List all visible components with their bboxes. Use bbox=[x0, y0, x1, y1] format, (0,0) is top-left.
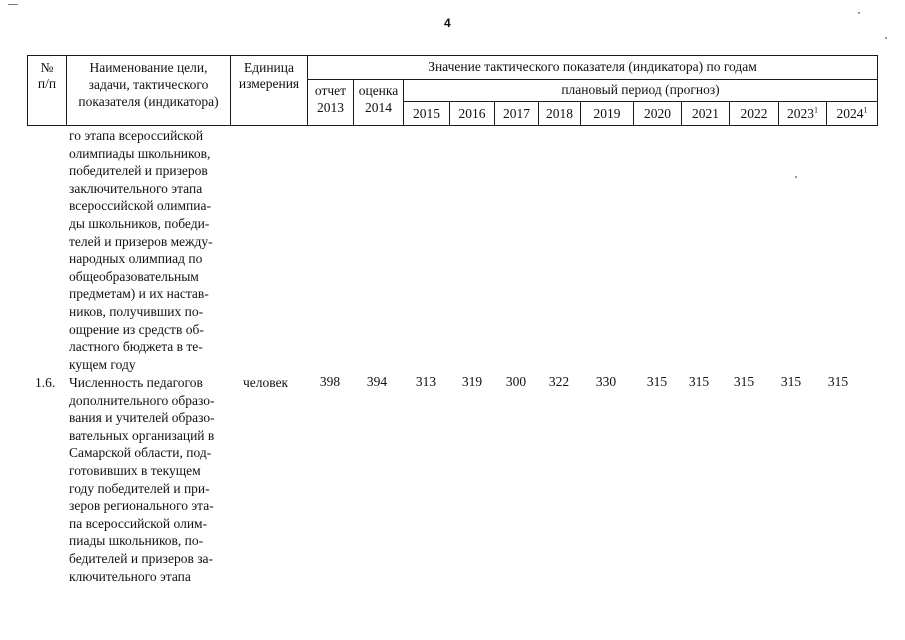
text-line: ников, получивших по- bbox=[69, 303, 204, 319]
header-report-year: 2013 bbox=[317, 100, 344, 115]
text-line: кущем году bbox=[69, 356, 136, 372]
row-unit: человек bbox=[243, 375, 289, 390]
text-line: ды школьников, победи- bbox=[69, 215, 210, 231]
text-line: дополнительного образо- bbox=[69, 392, 215, 408]
text-line: ощрение из средств об- bbox=[69, 321, 204, 337]
header-unit-line2: измерения bbox=[238, 76, 300, 91]
text-line: ластного бюджета в те- bbox=[69, 339, 203, 355]
value-2021: 315 bbox=[688, 374, 710, 389]
value-2023: 315 bbox=[780, 374, 802, 389]
text-line: всероссийской олимпиа- bbox=[69, 198, 211, 214]
value-2018: 322 bbox=[548, 374, 570, 389]
continued-row-text bbox=[69, 127, 213, 373]
text-line: зеров регионального эта- bbox=[69, 498, 214, 514]
value-2020: 315 bbox=[646, 374, 668, 389]
header-year-2017: 2017 bbox=[503, 106, 530, 121]
row-number: 1.6. bbox=[35, 375, 56, 390]
footnote-mark: 1 bbox=[863, 105, 868, 115]
header-planned-period: плановый период (прогноз) bbox=[561, 82, 720, 97]
header-number-abbr: п/п bbox=[37, 76, 57, 91]
header-estimate-label: оценка bbox=[358, 83, 399, 98]
text-line: году победителей и при- bbox=[69, 480, 210, 496]
header-year-2016: 2016 bbox=[458, 106, 486, 121]
text-line: народных олимпиад по bbox=[69, 251, 203, 267]
value-2013: 398 bbox=[319, 374, 341, 389]
header-unit-line1: Единица bbox=[243, 60, 294, 75]
text-line: го этапа всероссийской bbox=[69, 128, 204, 143]
text-line: заключительного этапа bbox=[69, 180, 203, 196]
header-name-line2: задачи, тактического bbox=[88, 77, 209, 92]
text-line: телей и призеров между- bbox=[69, 233, 213, 249]
header-year-2020: 2020 bbox=[644, 106, 671, 121]
scan-speck bbox=[795, 176, 797, 178]
text-line: Самарской области, под- bbox=[69, 445, 212, 461]
header-year-2024: 2024$^1$ bbox=[836, 105, 868, 121]
header-year-2018: 2018 bbox=[546, 106, 573, 121]
value-2016: 319 bbox=[461, 374, 483, 389]
header-year-2023: 2023$^1$ bbox=[787, 105, 818, 121]
text-line: готовивших в текущем bbox=[69, 462, 201, 478]
text-line: па всероссийской олим- bbox=[69, 515, 208, 531]
scan-speck bbox=[858, 12, 860, 14]
header-year-2021: 2021 bbox=[692, 106, 719, 121]
value-2014: 394 bbox=[366, 374, 388, 389]
header-values-title: Значение тактического показателя (индикатора) по годам bbox=[428, 59, 757, 74]
footnote-mark: 1 bbox=[814, 105, 818, 115]
text-line: Численность педагогов bbox=[69, 375, 203, 390]
value-2015: 313 bbox=[415, 374, 437, 389]
text-line: вательных организаций в bbox=[69, 427, 215, 443]
header-estimate-year: 2014 bbox=[365, 100, 392, 115]
page-number: 4 bbox=[444, 16, 451, 30]
header-year-2015: 2015 bbox=[413, 106, 440, 121]
header-name-line1: Наименование цели, bbox=[89, 60, 208, 75]
text-line: предметам) и их настав- bbox=[69, 286, 209, 302]
text-line: ключительного этапа bbox=[69, 568, 191, 584]
scan-speck bbox=[8, 4, 18, 5]
value-2024: 315 bbox=[827, 374, 849, 389]
text-line: вания и учителей образо- bbox=[69, 410, 215, 426]
header-report-label: отчет bbox=[314, 83, 347, 98]
scan-speck bbox=[885, 37, 887, 39]
text-line: олимпиады школьников, bbox=[69, 145, 211, 161]
text-line: пиады школьников, по- bbox=[69, 533, 204, 549]
text-line: бедителей и призеров за- bbox=[69, 550, 214, 566]
row-indicator-name bbox=[69, 374, 215, 585]
value-2019: 330 bbox=[595, 374, 617, 389]
header-year-2019: 2019 bbox=[593, 106, 621, 121]
header-year-2022: 2022 bbox=[740, 106, 768, 121]
text-line: победителей и призеров bbox=[69, 163, 208, 179]
text-line: общеобразовательным bbox=[69, 268, 199, 284]
value-2017: 300 bbox=[505, 374, 527, 389]
header-name-line3: показателя (индикатора) bbox=[78, 94, 219, 109]
header-number-symbol: № bbox=[40, 60, 54, 75]
value-2022: 315 bbox=[733, 374, 755, 389]
